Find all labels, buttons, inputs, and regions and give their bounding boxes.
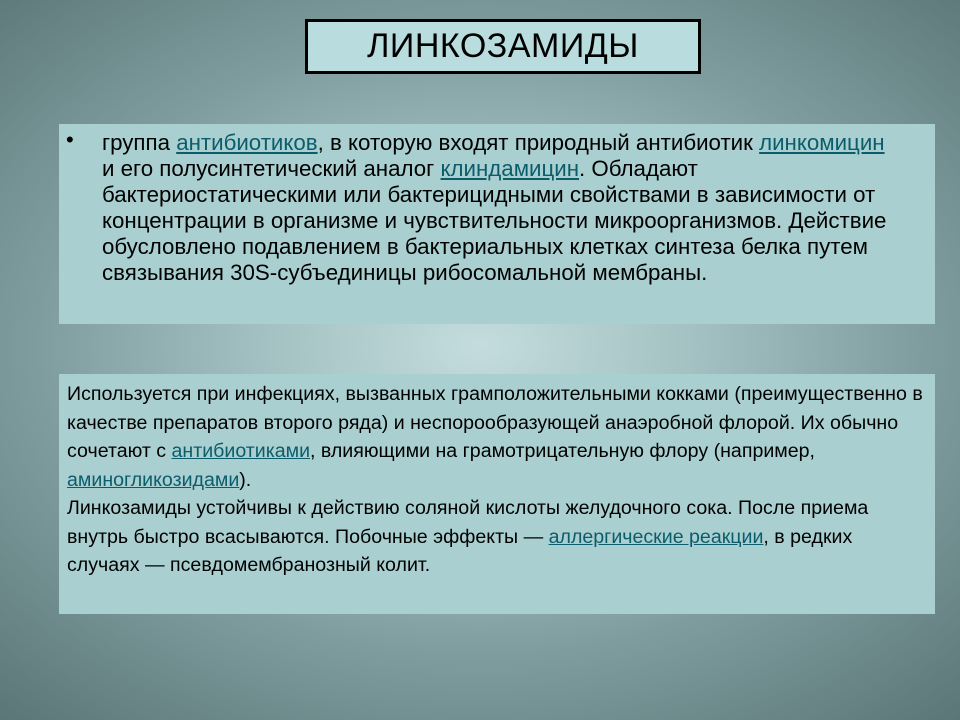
text-segment: , влияющими на грамотрицательную флору (например, [310,440,815,462]
slide-title-box [305,19,701,74]
bullet-marker: • [66,127,74,152]
text-segment: , в которую входят природный антибиотик [317,130,760,155]
link-allergic-reactions[interactable]: аллергические реакции [548,525,764,548]
text-segment: Используется при инфекциях, вызванных грамположительными кокками (преимущественно в качестве препаратов второго ряда) и неспорообразующей анаэробной флорой. Их обычно сочетают с [67,383,923,462]
link-aminoglycosides[interactable]: аминогликозидами [67,468,240,491]
link-antibiotics[interactable]: антибиотиков [176,130,318,155]
text-segment: . Обладают бактериостатическими или бактерицидными свойствами в зависимости от концентрации в организме и чувствительности микроорганизмов. Действие обусловлено подавлением в бактериальных клетках синтеза белка путем связывания 30S-субъединицы рибосомальной мембраны. [102,156,887,285]
usage-paragraph [67,380,929,580]
slide-title: ЛИНКОЗАМИДЫ [367,27,639,65]
text-segment: ). [239,468,252,491]
definition-panel [59,124,935,324]
text-segment: и его полусинтетический аналог [102,156,441,181]
definition-paragraph [102,130,902,286]
text-segment: группа [102,130,177,155]
text-segment: , в редких случаях — псевдомембранозный колит. [67,525,853,576]
link-lincomycin[interactable]: линкомицин [759,130,885,155]
usage-panel [59,374,935,614]
link-clindamycin[interactable]: клиндамицин [440,156,580,181]
link-antibiotics-2[interactable]: антибиотиками [171,440,311,462]
text-segment: Линкозамиды устойчивы к действию соляной кислоты желудочного сока. После приема внутрь быстро всасываются. Побочные эффекты — [67,497,869,548]
